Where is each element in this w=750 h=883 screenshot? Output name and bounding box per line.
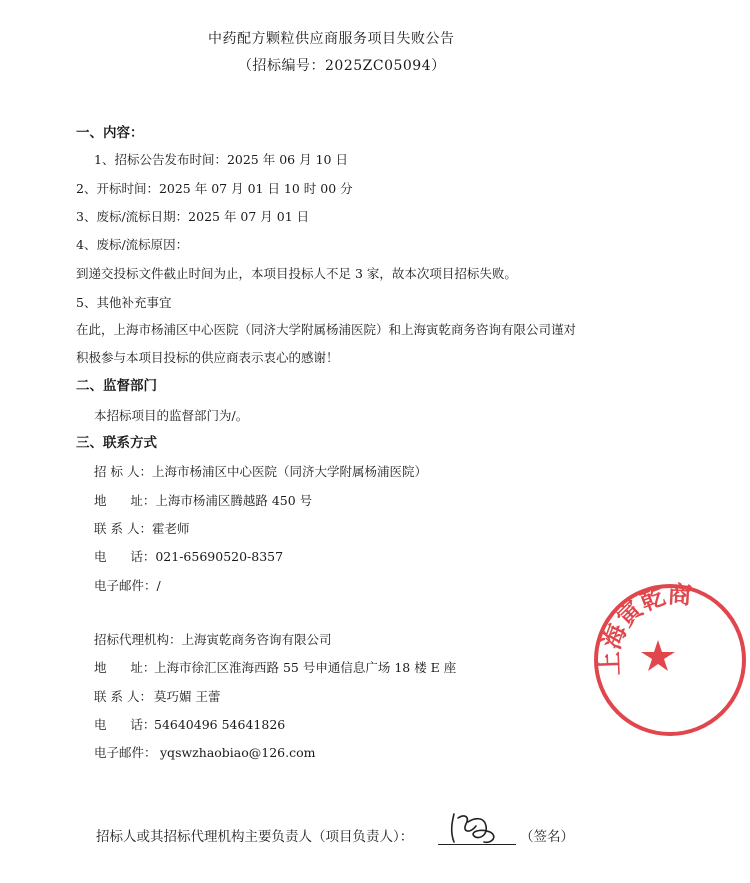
agency-email: yqswzhaobiao@126.com [160,745,316,760]
tender-number: （招标编号：2025ZC05094） [238,58,446,74]
bidder-address-row [94,493,312,509]
agency-name-row [94,632,332,648]
supervision-text: 本招标项目的监督部门为/。 [94,408,249,423]
bidder-phone-label: 电 话： [94,549,156,564]
page-title: 中药配方颗粒供应商服务项目失败公告 [208,31,455,47]
agency-address-label: 地 址： [94,660,156,675]
bidder-email: / [156,578,161,593]
agency-email-label: 电子邮件： [94,745,157,760]
signature-suffix: （签名） [520,829,574,845]
bidder-address-label: 地 址： [94,493,156,508]
bidder-phone: 021-65690520-8357 [155,549,284,564]
bidder-contact-label: 联 系 人： [94,521,152,536]
agency-name: 上海寅乾商务咨询有限公司 [181,632,332,647]
thanks-line-2: 积极参与本项目投标的供应商表示衷心的感谢！ [76,350,339,365]
agency-phone-row [94,717,285,733]
agency-name-label: 招标代理机构： [94,632,182,647]
agency-address-row [94,660,456,676]
thanks-line-1: 在此，上海市杨浦区中心医院（同济大学附属杨浦医院）和上海寅乾商务咨询有限公司谨对 [76,322,577,337]
agency-phone-label: 电 话： [94,717,156,732]
section-heading-content: 一、内容： [76,125,144,141]
failure-date: 3、废标/流标日期：2025 年 07 月 01 日 [76,209,310,224]
other-matters-label: 5、其他补充事宜 [76,295,172,310]
section-heading-contact: 三、联系方式 [76,435,157,451]
bidder-name-row [94,464,427,480]
bidder-address: 上海市杨浦区腾越路 450 号 [155,493,313,508]
agency-contact: 莫巧媚 王蕾 [154,689,221,704]
agency-email-row [94,745,315,761]
agency-contact-row [94,689,220,705]
company-seal [590,580,750,740]
bidder-contact: 霍老师 [151,521,190,536]
section-heading-supervision: 二、监督部门 [76,378,157,394]
bidder-email-label: 电子邮件： [94,578,157,593]
svg-text:上海寅乾商: 上海寅乾商 [595,580,693,676]
bidder-phone-row [94,549,283,565]
bidder-email-row [94,578,161,594]
opening-time: 2、开标时间：2025 年 07 月 01 日 10 时 00 分 [76,181,353,196]
publish-time: 1、招标公告发布时间：2025 年 06 月 10 日 [94,152,348,167]
agency-address: 上海市徐汇区淮海西路 55 号申通信息广场 18 楼 E 座 [154,660,457,675]
bidder-contact-row [94,521,189,537]
agency-phone: 54640496 54641826 [154,717,286,732]
bidder-name-label: 招 标 人： [94,464,152,479]
handwritten-signature [440,808,520,848]
failure-reason: 到递交投标文件截止时间为止，本项目投标人不足 3 家，故本次项目招标失败。 [76,266,517,281]
signature-prompt: 招标人或其招标代理机构主要负责人（项目负责人）： [96,829,414,845]
bidder-name: 上海市杨浦区中心医院（同济大学附属杨浦医院） [151,464,427,479]
failure-reason-label: 4、废标/流标原因： [76,237,189,252]
agency-contact-label: 联 系 人： [94,689,152,704]
